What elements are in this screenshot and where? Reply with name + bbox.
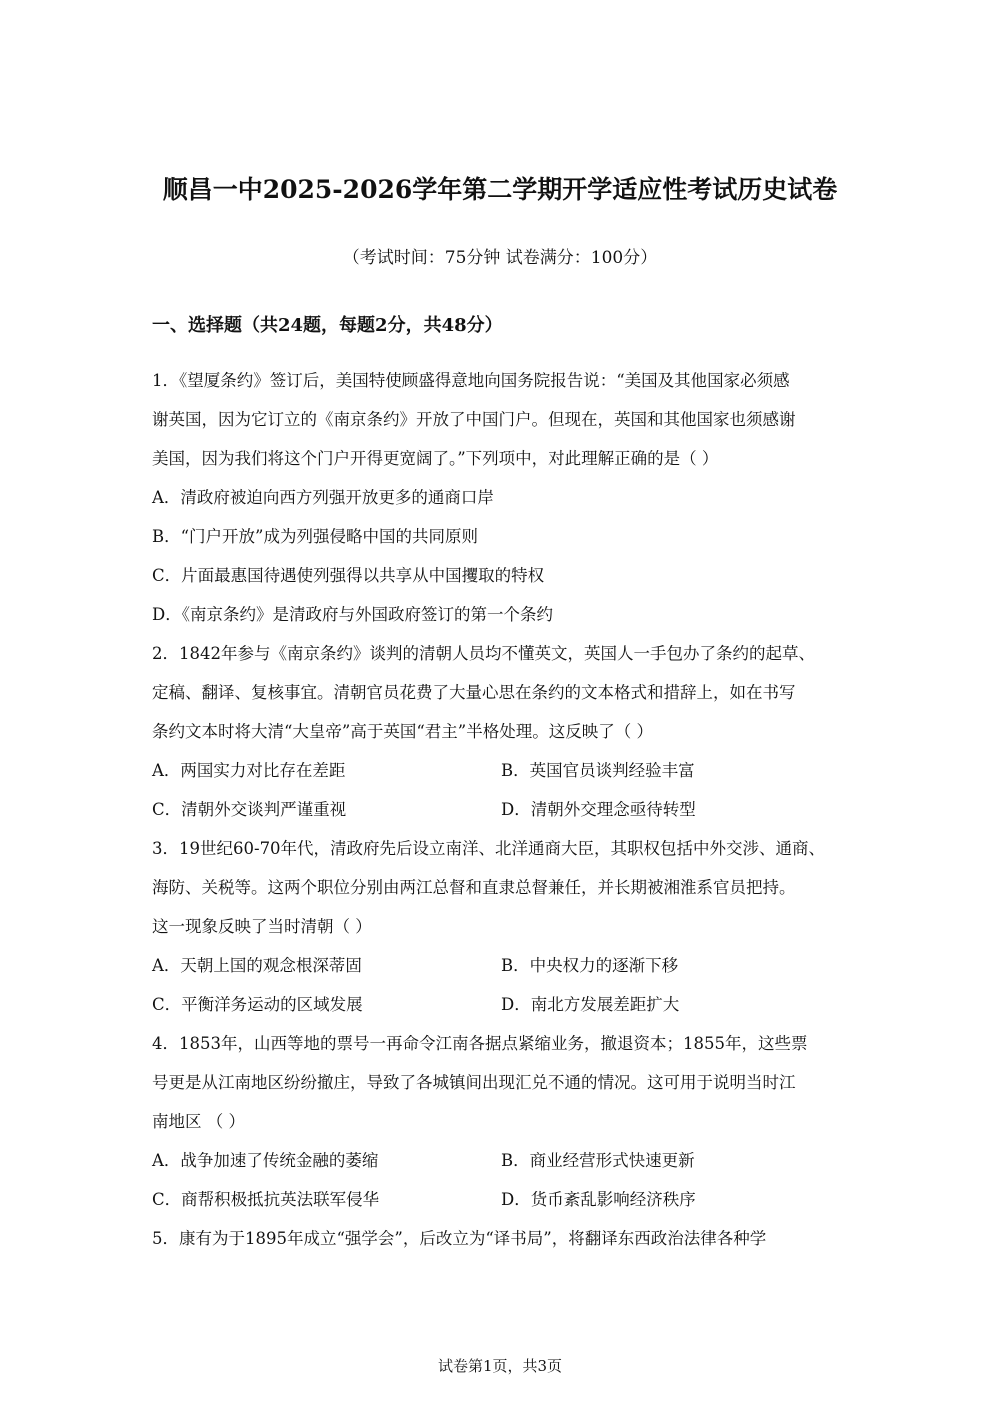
option-d: D．南北方发展差距扩大 <box>501 995 680 1014</box>
section-heading: 一、选择题（共24题，每题2分，共48分） <box>152 315 503 336</box>
option-row <box>152 790 862 829</box>
option-c: C．商帮积极抵抗英法联军侵华 <box>152 1190 380 1209</box>
option-b: B．英国官员谈判经验丰富 <box>501 761 695 780</box>
option-a: A．战争加速了传统金融的萎缩 <box>152 1151 379 1170</box>
option-a: A．清政府被迫向西方列强开放更多的通商口岸 <box>152 488 494 507</box>
question-2 <box>152 634 862 829</box>
question-text-line: 5．康有为于1895年成立“强学会”，后改立为“译书局”，将翻译东西政治法律各种学 <box>152 1229 767 1248</box>
question-text-line: 条约文本时将大清“大皇帝”高于英国“君主”半格处理。这反映了（ ） <box>152 722 653 741</box>
question-text-line: 3．19世纪60-70年代，清政府先后设立南洋、北洋通商大臣，其职权包括中外交涉、通商、 <box>152 839 826 858</box>
option-c: C．平衡洋务运动的区域发展 <box>152 995 363 1014</box>
question-text-line: 南地区 （ ） <box>152 1112 245 1131</box>
option-a: A．天朝上国的观念根深蒂固 <box>152 956 362 975</box>
option-b: B．商业经营形式快速更新 <box>501 1151 695 1170</box>
question-text-line: 号更是从江南地区纷纷撤庄，导致了各城镇间出现汇兑不通的情况。这可用于说明当时江 <box>152 1073 796 1092</box>
question-text-line: 1．《望厦条约》签订后，美国特使顾盛得意地向国务院报告说：“美国及其他国家必须感 <box>152 371 790 390</box>
page-footer: 试卷第1页，共3页 <box>437 1357 563 1375</box>
option-c: C．清朝外交谈判严谨重视 <box>152 800 347 819</box>
question-list <box>152 361 862 1258</box>
question-text-line: 美国，因为我们将这个门户开得更宽阔了。”下列项中，对此理解正确的是（ ） <box>152 449 719 468</box>
question-3 <box>152 829 862 1024</box>
exam-subtitle: （考试时间：75分钟 试卷满分：100分） <box>342 248 658 268</box>
option-d: D．《南京条约》是清政府与外国政府签订的第一个条约 <box>152 605 553 624</box>
option-c: C．片面最惠国待遇使列强得以共享从中国攫取的特权 <box>152 566 545 585</box>
question-text-line: 2．1842年参与《南京条约》谈判的清朝人员均不懂英文，英国人一手包办了条约的起草、 <box>152 644 815 663</box>
question-4 <box>152 1024 862 1219</box>
question-text-line: 谢英国，因为它订立的《南京条约》开放了中国门户。但现在，英国和其他国家也须感谢 <box>152 410 796 429</box>
option-d: D．货币紊乱影响经济秩序 <box>501 1190 696 1209</box>
option-row <box>152 946 862 985</box>
option-d: D．清朝外交理念亟待转型 <box>501 800 696 819</box>
question-text-line: 4．1853年，山西等地的票号一再命令江南各据点紧缩业务，撤退资本；1855年，这些票 <box>152 1034 808 1053</box>
option-a: A．两国实力对比存在差距 <box>152 761 346 780</box>
question-5 <box>152 1219 862 1258</box>
option-b: B．“门户开放”成为列强侵略中国的共同原则 <box>152 527 478 546</box>
question-text-line: 定稿、翻译、复核事宜。清朝官员花费了大量心思在条约的文本格式和措辞上，如在书写 <box>152 683 796 702</box>
exam-title: 顺昌一中2025-2026学年第二学期开学适应性考试历史试卷 <box>162 175 838 204</box>
option-row <box>152 751 862 790</box>
option-b: B．中央权力的逐渐下移 <box>501 956 679 975</box>
option-row <box>152 985 862 1024</box>
question-text-line: 这一现象反映了当时清朝（ ） <box>152 917 372 936</box>
option-row <box>152 1180 862 1219</box>
question-1 <box>152 361 862 634</box>
question-text-line: 海防、关税等。这两个职位分别由两江总督和直隶总督兼任，并长期被湘淮系官员把持。 <box>152 878 796 897</box>
option-row <box>152 1141 862 1180</box>
